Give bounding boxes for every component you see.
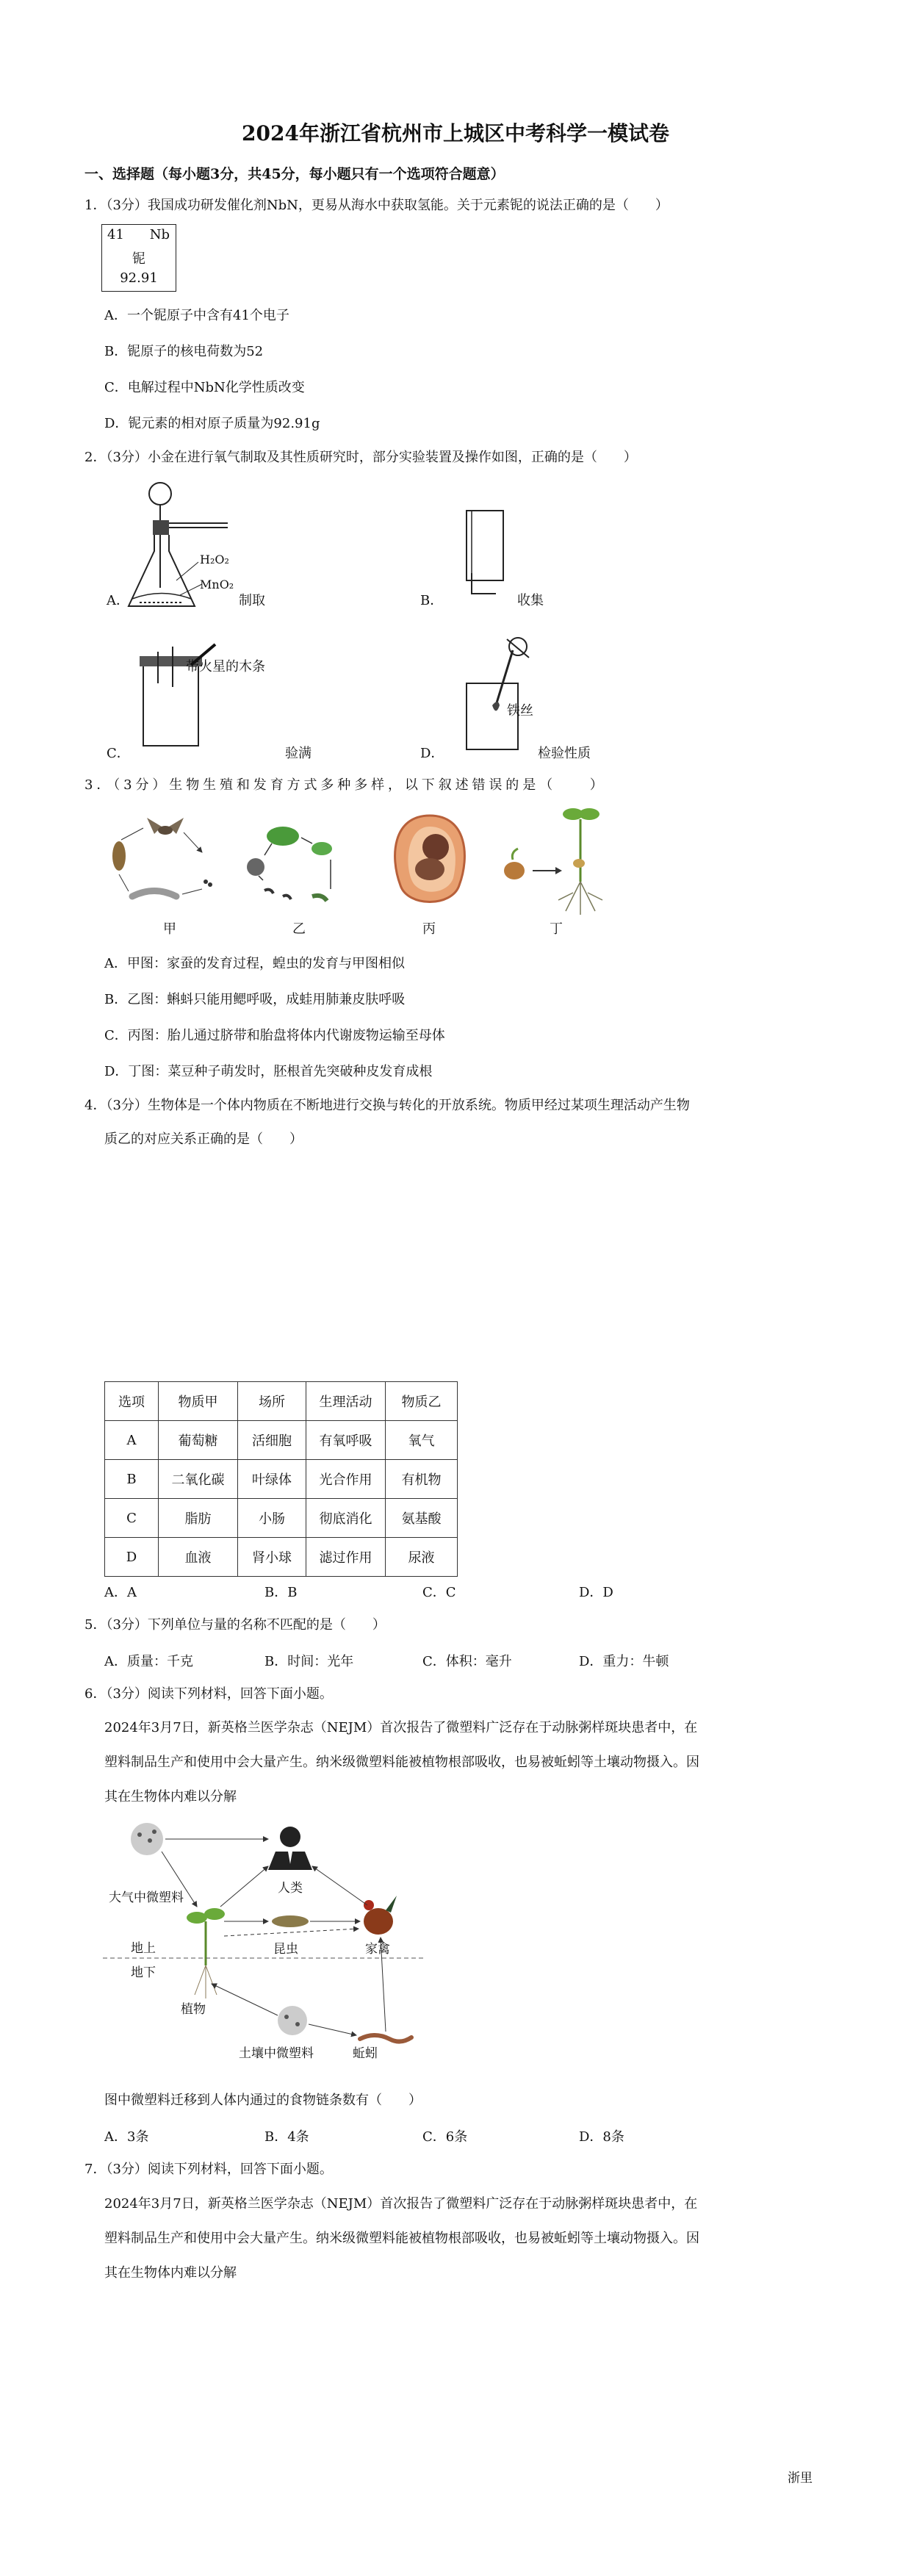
q3-option-d[interactable]: D．丁图：菜豆种子萌发时，胚根首先突破种皮发育成根 [104,1064,433,1079]
q4-stem-line2: 质乙的对应关系正确的是（ ） [104,1132,303,1147]
mno2-label: MnO₂ [200,578,234,591]
q3-stem: 3．（3分）生物生殖和发育方式多种多样，以下叙述错误的是（ ） [84,777,607,793]
q4-option-b[interactable]: B．B [264,1585,298,1600]
label-poultry: 家禽 [365,1942,390,1957]
element-card [101,224,176,292]
q6-option-d[interactable]: D．8条 [579,2129,624,2145]
label-insect: 昆虫 [273,1942,298,1957]
q6-passage-line2: 塑料制品生产和使用中会大量产生。纳米级微塑料能被植物根部吸收，也易被蚯蚓等土壤动物摄入。因 [104,1755,699,1770]
q6-question: 图中微塑料迁移到人体内通过的食物链条数有（ ） [104,2093,422,2108]
table-row [105,1460,458,1499]
q7-passage-line3: 其在生物体内难以分解 [104,2265,237,2281]
table-cell: 氧气 [386,1421,458,1460]
iron-wire-label: 铁丝 [507,703,533,719]
q1-option-a[interactable]: A．一个铌原子中含有41个电子 [104,308,289,323]
q5-option-c[interactable]: C．体积：毫升 [422,1654,512,1669]
fig-label-bing: 丙 [422,921,436,937]
table-cell: 滤过作用 [306,1538,386,1577]
h2o2-label: H₂O₂ [200,553,229,566]
q1-stem: 1．（3分）我国成功研发催化剂NbN，更易从海水中获取氢能。关于元素铌的说法正确的是（ ） [84,198,669,213]
element-symbol: Nb [149,227,170,242]
table-header: 生理活动 [306,1382,386,1421]
table-cell: C [105,1499,159,1538]
table-cell: D [105,1538,159,1577]
fig-label-jia: 甲 [163,921,176,937]
section-heading: 一、选择题（每小题3分，共45分，每小题只有一个选项符合题意） [84,166,505,182]
page-title: 2024年浙江省杭州市上城区中考科学一模试卷 [242,121,669,145]
q1-option-c[interactable]: C．电解过程中NbN化学性质改变 [104,380,305,395]
table-cell: 光合作用 [306,1460,386,1499]
table-header-row [105,1382,458,1421]
table-cell: 叶绿体 [238,1460,306,1499]
q4-option-a[interactable]: A．A [104,1585,137,1600]
label-human: 人类 [278,1881,303,1896]
fig-label-ding: 丁 [550,921,563,937]
q3-option-a[interactable]: A．甲图：家蚕的发育过程，蝗虫的发育与甲图相似 [104,956,405,971]
q2-b-caption: 收集 [517,593,544,608]
q6-stem: 6．（3分）阅读下列材料，回答下面小题。 [84,1686,333,1702]
table-cell: 脂肪 [159,1499,238,1538]
label-earthworm: 蚯蚓 [353,2046,378,2061]
seed-germination-figure [492,801,624,918]
table-header: 场所 [238,1382,306,1421]
table-cell: 彻底消化 [306,1499,386,1538]
q4-option-c[interactable]: C．C [422,1585,456,1600]
glowing-splint-label: 带火星的木条 [186,659,265,674]
label-above-ground: 地上 [131,1941,156,1956]
element-name: 铌 [132,251,145,267]
q2-stem: 2．（3分）小金在进行氧气制取及其性质研究时，部分实验装置及操作如图，正确的是（ ） [84,450,637,465]
silkworm-lifecycle-figure [103,812,228,915]
q2-a-caption: 制取 [239,593,265,608]
q6-option-c[interactable]: C．6条 [422,2129,468,2145]
q4-option-d[interactable]: D．D [579,1585,613,1600]
q3-option-b[interactable]: B．乙图：蝌蚪只能用鳃呼吸，成蛙用肺兼皮肤呼吸 [104,992,406,1007]
gas-collection-figure [455,507,522,610]
table-cell: 有氧呼吸 [306,1421,386,1460]
q5-stem: 5．（3分）下列单位与量的名称不匹配的是（ ） [84,1617,386,1633]
frog-lifecycle-figure [242,823,353,918]
q7-passage-line2: 塑料制品生产和使用中会大量产生。纳米级微塑料能被植物根部吸收，也易被蚯蚓等土壤动物摄入。因 [104,2231,699,2246]
table-cell: 尿液 [386,1538,458,1577]
q2-d-caption: 检验性质 [538,746,591,761]
footer-text: 浙里 [788,2471,813,2486]
q1-option-d[interactable]: D．铌元素的相对原子质量为92.91g [104,416,320,431]
q6-passage-line1: 2024年3月7日，新英格兰医学杂志（NEJM）首次报告了微塑料广泛存在于动脉粥样斑块患者中，在 [104,1720,698,1735]
table-row [105,1538,458,1577]
table-cell: 小肠 [238,1499,306,1538]
q5-option-d[interactable]: D．重力：牛顿 [579,1654,669,1669]
q3-option-c[interactable]: C．丙图：胎儿通过脐带和胎盘将体内代谢废物运输至母体 [104,1028,445,1043]
table-cell: A [105,1421,159,1460]
table-cell: 血液 [159,1538,238,1577]
table-row [105,1499,458,1538]
table-cell: 有机物 [386,1460,458,1499]
q1-option-b[interactable]: B．铌原子的核电荷数为52 [104,344,264,359]
fetus-uterus-figure [386,812,474,915]
q2-c-caption: 验满 [285,746,312,761]
table-cell: 葡萄糖 [159,1421,238,1460]
q7-stem: 7．（3分）阅读下列材料，回答下面小题。 [84,2162,333,2177]
table-cell: 氨基酸 [386,1499,458,1538]
table-cell: 肾小球 [238,1538,306,1577]
iron-wire-combustion-figure [455,632,544,757]
fig-label-yi: 乙 [292,921,306,937]
table-cell: B [105,1460,159,1499]
table-cell: 二氧化碳 [159,1460,238,1499]
label-plant: 植物 [181,2002,206,2017]
label-soil-microplastic: 土壤中微塑料 [239,2046,314,2061]
q6-option-a[interactable]: A．3条 [104,2129,149,2145]
table-header: 物质甲 [159,1382,238,1421]
label-air-microplastic: 大气中微塑料 [109,1890,184,1905]
q4-stem-line1: 4．（3分）生物体是一个体内物质在不断地进行交换与转化的开放系统。物质甲经过某项生理活动产生物 [84,1098,690,1113]
q7-passage-line1: 2024年3月7日，新英格兰医学杂志（NEJM）首次报告了微塑料广泛存在于动脉粥样斑块患者中，在 [104,2196,698,2212]
q2-option-c[interactable]: C． [107,746,130,761]
table-header: 物质乙 [386,1382,458,1421]
atomic-mass: 92.91 [120,270,158,286]
table-row [105,1421,458,1460]
atomic-number: 41 [107,227,124,242]
table-cell: 活细胞 [238,1421,306,1460]
q6-option-b[interactable]: B．4条 [264,2129,309,2145]
q6-passage-line3: 其在生物体内难以分解 [104,1789,237,1805]
table-header: 选项 [105,1382,159,1421]
q4-table [104,1381,458,1577]
q2-option-a[interactable]: A． [107,593,129,608]
label-below-ground: 地下 [131,1965,156,1980]
q2-option-b[interactable]: B． [420,593,444,608]
q5-option-b[interactable]: B．时间：光年 [264,1654,354,1669]
q5-option-a[interactable]: A．质量：千克 [104,1654,193,1669]
q2-option-d[interactable]: D． [420,746,444,761]
